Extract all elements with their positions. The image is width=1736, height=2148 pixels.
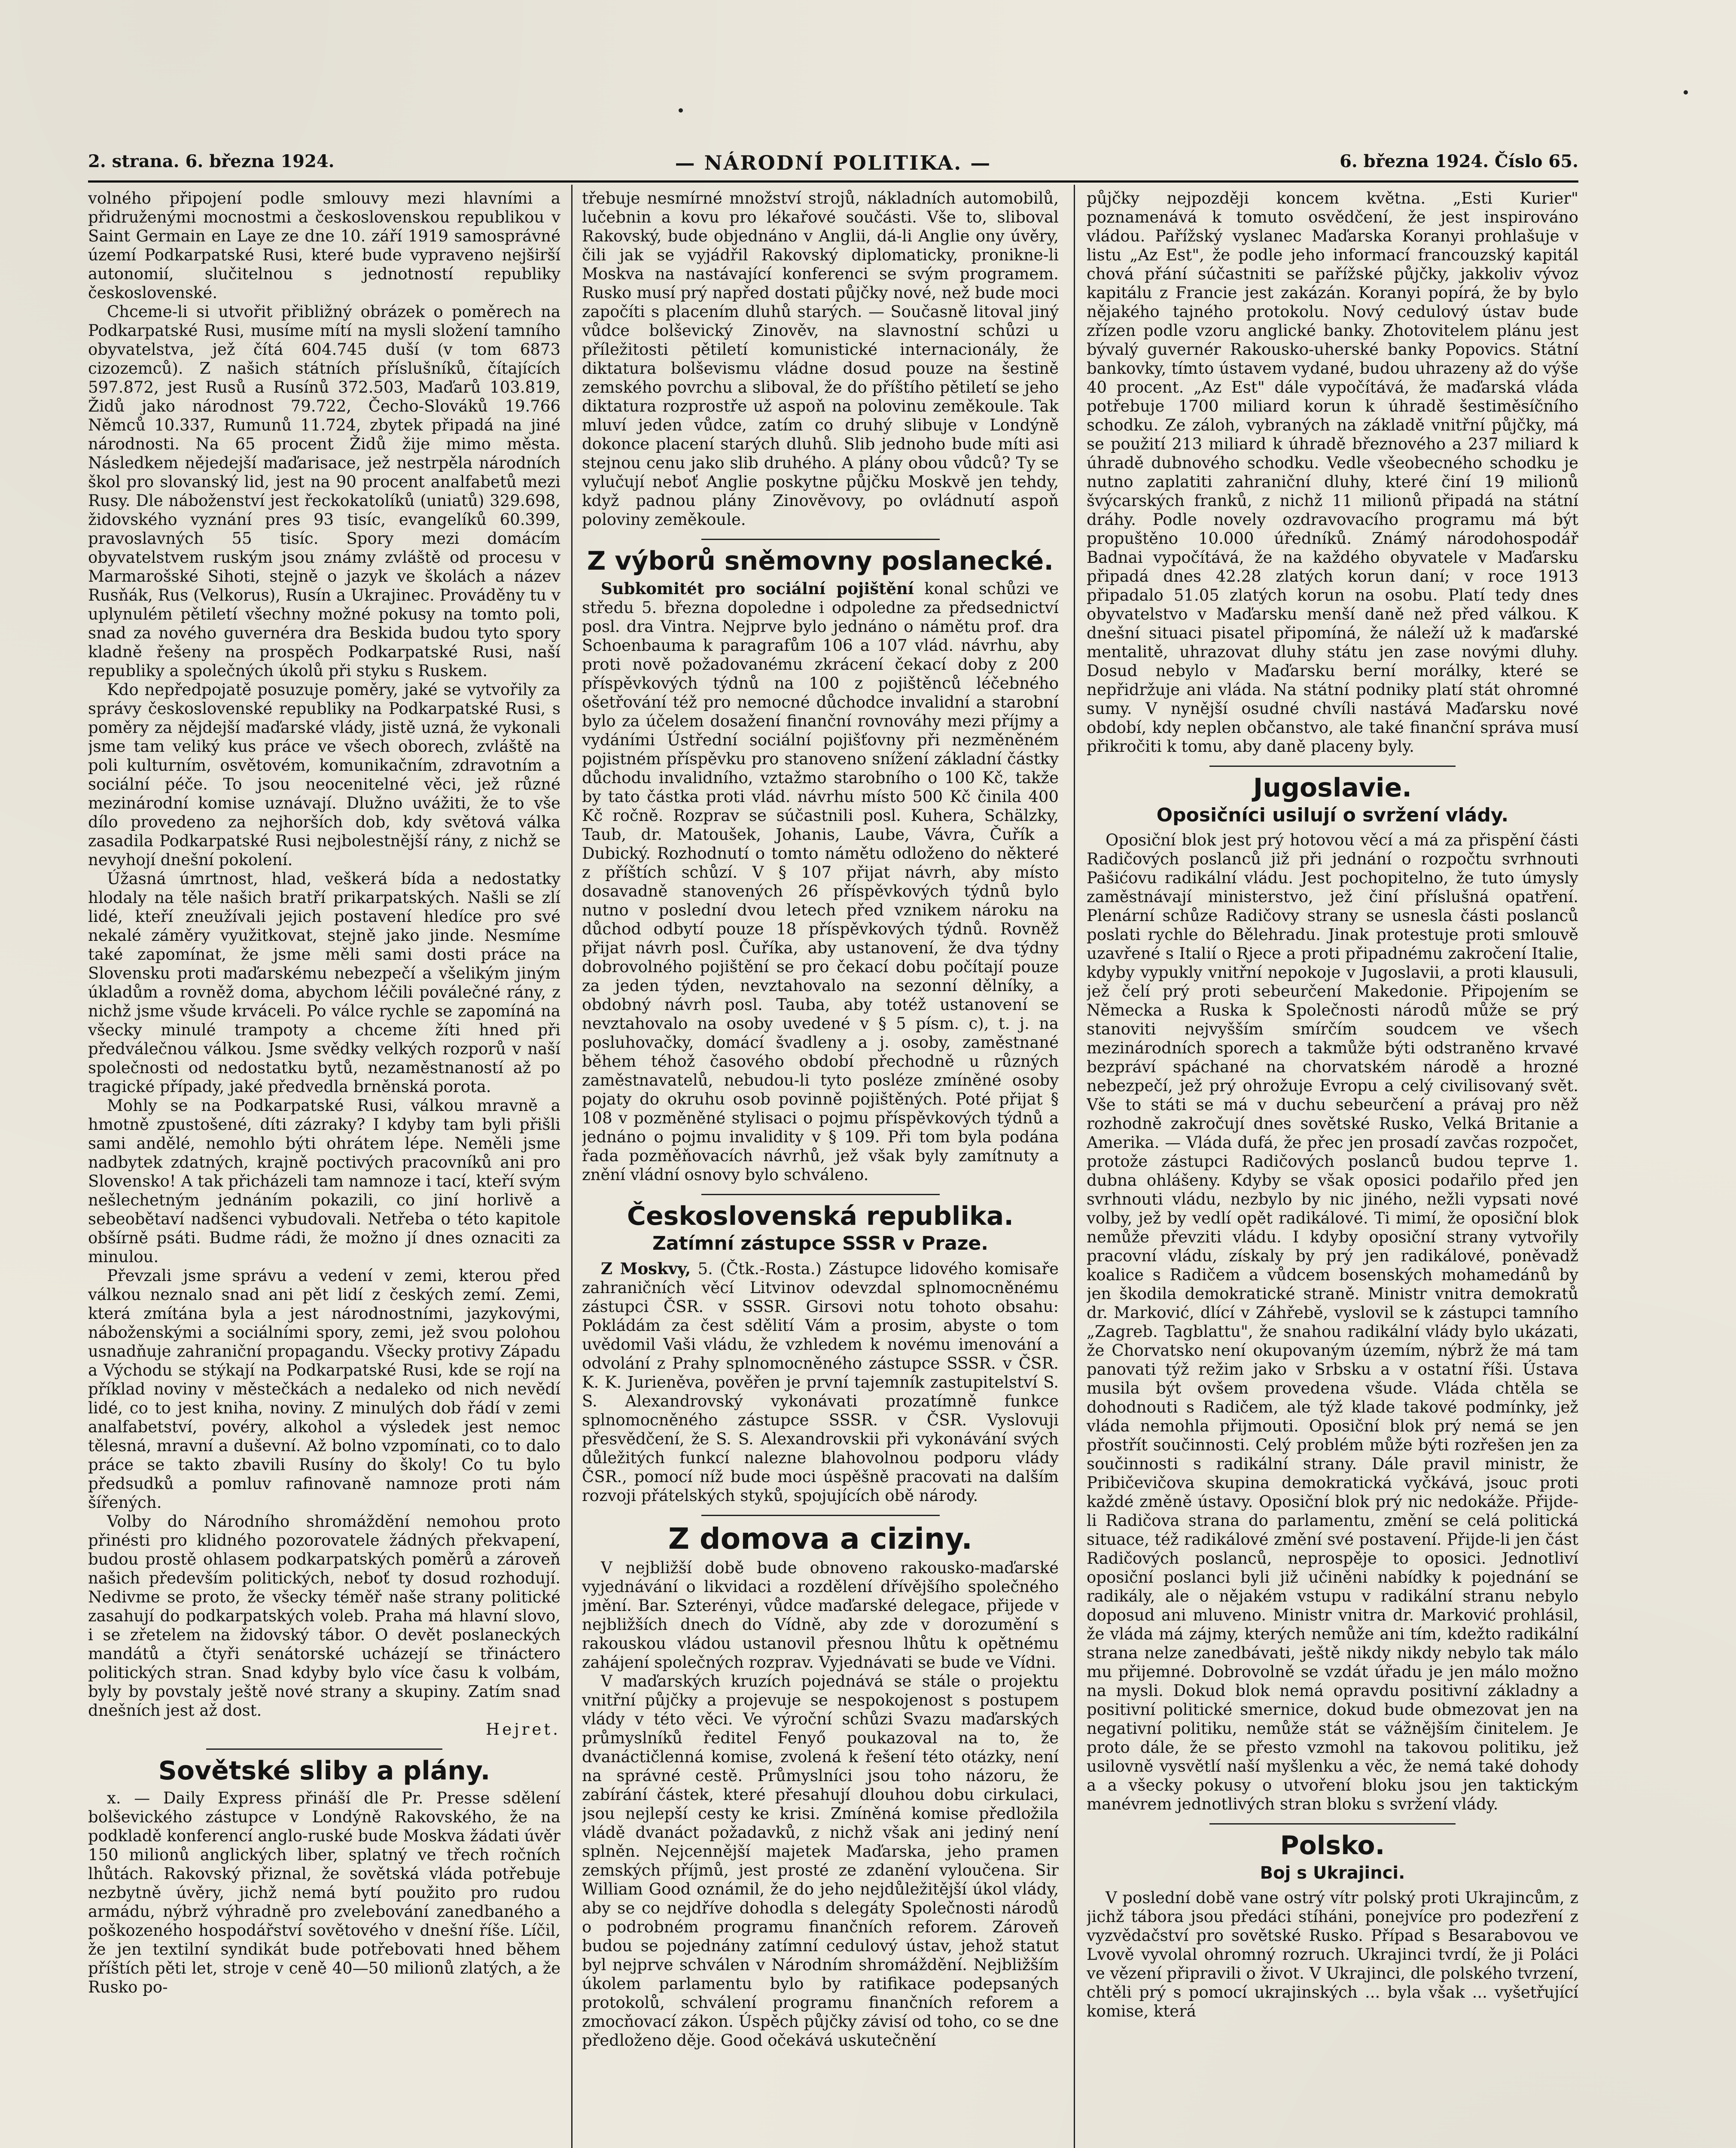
column-1: [88, 189, 560, 2148]
lead-in: Z Moskvy,: [601, 1259, 691, 1278]
article-paragraph: půjčky nejpozději koncem května. „Esti Kurier" poznamenává k tomuto osvědčení, že jest inspirováno vládou. Pařížský vyslanec Maďarska Koranyi prohlašuje v listu „Az Est", že podle jeho informací francouzský kapitál chová přání súčastniti se pařížské půjčky, jakkoliv vývoz kapitálu z Francie jest zakázán. Koranyi popírá, že by bylo nějakého tajného protokolu. Nový cedulový ústav bude zřízen podle vzoru anglické banky. Zhotovitelem plánu jest bývalý guvernér Rakousko-uherské banky Popovics. Státní bankovky, tímto ústavem vydané, budou uhrazeny až do výše 40 procent. „Az Est" dále vypočítává, že maďarská vláda potřebuje 1700 miliard korun k úhradě šestiměsíčního schodku. Ze záloh, vybraných na základě vnitřní půjčky, má se použití 213 miliard k úhradě březnového a 237 miliard k úhradě dubnového schodku. Vedle všeobecného schodku je nutno zaplatiti zahraniční dluhy, které činí 19 milionů švýcarských franků, z nichž 11 milionů připadá na státní dráhy. Podle novely ozdravovacího programu má být propuštěno 10.000 úředníků. Známý národohospodář Badnai vypočítává, že na každého obyvatele v Maďarsku připadá dnes 42.28 zlatých korun daní; v roce 1913 připadalo 51.05 zlatých korun na osobu. Platí tedy dnes obyvatelstvo v Maďarsku menší daně než před válkou. K dnešní situaci pisatel připomíná, že náleží už k maďarské mentalitě, uhrazovat dluhy státu jen zase novými dluhy. Dosud nebylo v Maďarsku berní morálky, které se nepřidržuje ani vláda. Na státní podniky platí stát ohromné sumy. V nynější osudné chvíli nastává Maďarsku nové období, kdy neplen občanstvo, ale také finanční správa musí přikročiti k tomu, aby daně placeny byly.: [1087, 189, 1578, 756]
article-paragraph: Oposiční blok jest prý hotovou věcí a má za přispění části Radičových poslanců již při jednání o rozpočtu svrhnouti Pašićovu radikální vládu. Jest pochopitelno, že tuto úmysly zaměstnávají ministerstvo, jež činí příslušná opatření. Plenární schůze Radičovy strany se usnesla části poslanců poslati rychle do Bělehradu. Jinak protestuje proti smlouvě uzavřené s Italií o Rjece a proti připadnému zakročení Italie, kdyby vypukly vnitřní nepokoje v Jugoslavii, a proti klausuli, jež čelí prý proti sebeurčení Makedonie. Připojením se Německa a Ruska k Společnosti národů může se prý stanoviti nejvyšším smírčím soudcem ve všech mezinárodních sporech a takmůže býti odstraněno krvavé bezpráví spáchané na chorvatském národě a hrozné nebezpečí, jež prý ohrožuje Evropu a celý civilisovaný svět. Vše to státi se má v duchu sebeurčení a právaj pro něž rozhodně zakročují dnes sovětské Rusko, Velká Britanie a Amerika. — Vláda dufá, že přec jen prosadí zavčas rozpočet, protože zástupci Radičových poslanců budou teprve 1. dubna ohlášeny. Kdyby se však oposici podařilo před jen svrhnouti vládu, nezbylo by nic jiného, nežli vypsati nové volby, jež by vedlí opět radikálové. Ti mimí, že oposiční blok nemůže převziti vládu. I kdyby oposiční strany vytvořily pracovní vládu, získaly by prý jen radikálové, poněvadž koalice s Radičem a vůdcem bosenských mohamedánů by jen škodila demokratické straně. Ministr vnitra demokratů dr. Marković, dlící v Záhřebě, vyslovil se k zástupci tamního „Zagreb. Tagblattu", že snahou radikální vlády bylo ukázati, že Chorvatsko není okupovaným územím, nýbrž že má tam panovati týž režim jako v Srbsku a v ostatní říši. Ústava musila být ovšem provedena všude. Vláda chtěla se dohodnouti s Radičem, ale týž klade takové podmínky, jež vláda nemohla přijmouti. Oposiční blok prý nemá se jen přostřít součinnosti. Celý problém může býti rozřešen jen za součinnosti s radikální strany. Dále pravil ministr, že Pribičevičova skupina demokratická vyčkává, jsouc proti každé změně ústavy. Oposiční blok prý nic nedokáže. Přijde-li Radičova strana do parlamentu, změní se celá politická situace, též radikálové změní své postavení. Přijde-li jen část Radičových poslanců, neprospěje to oposici. Jednotliví oposiční poslanci byli již učiněni nabídky k pojednání se radikály, ale o nějakém vstupu v radikální stranu nebylo doposud ani mluveno. Ministr vnitra dr. Marković prohlásil, že vláda má zájmy, kterých nemůže ani tím, kdežto radikální strana nelze zanedbávati, ještě nikdy nikdy nebylo tak málo mu přijemné. Dobrovolně se vzdát úřadu je jen málo možno na mysli. Dokud blok nemá opravdu positivní základny a positivní politické smernice, dokud bude obmezovat jen na negativní politiku, nemůže stát se vážnějším činitelem. Je proto dále, že se přesto vzmohl na takovou politiku, jež usilovně vysvětlí naší myšlenku a věc, že nemá také dohody a a všecky pokusy o utvoření bloku jsou jen taktickým manévrem jednotlivých stran bloku s svržení vlády.: [1087, 831, 1578, 1813]
article-paragraph: Kdo nepředpojatě posuzuje poměry, jaké se vytvořily za správy československé republiky na Podkarpatské Rusi, s poměry za nějdejší maďarské vlády, jistě uzná, že vykonali jsme tam veliký kus práce ve všech oborech, zvláště na poli kulturním, osvětovém, komunikačním, zdravotním a sociální péče. To jsou neocenitelné věci, jež různé mezinárodní komise uznávají. Dlužno uvážiti, že to vše dílo provedeno za nejhorších dob, kdy světová válka zasadila Podkarpatské Rusi nejbolestnější rány, z nichž se nevyhojí dnešní pokolení.: [88, 680, 560, 869]
lead-in: Subkomitét pro sociální pojištění: [601, 579, 914, 598]
article-paragraph: V poslední době vane ostrý vítr polský proti Ukrajincům, z jichž tábora jsou předáci stíháni, ponejvíce pro podezření z vyzvědačství pro sovětské Rusko. Případ s Besarabovou ve Lvově vyvolal ohromný rozruch. Ukrajinci tvrdí, že ji Poláci ve vězení připravili o život. V Ukrajinci, dle polského tvrzení, chtěli prý s pomocí ukrajinských ... byla však ... vyšetřující komise, která: [1087, 1889, 1578, 2020]
article-paragraph: Úžasná úmrtnost, hlad, veškerá bída a nedostatky hlodaly na těle našich bratří prikarpatských. Našli se zlí lidé, kteří zneužívali jejich postavení hledíce pro své nekalé záměry využitkovat, stejně jako jinde. Nesmíme také zapomínat, že jsme měli sami dosti práce na Slovensku proti maďarskému nebezpečí a všelikým jiným úkladům a rovněž doma, abychom léčili poválečné rány, z nichž jsme všude krváceli. Po válce rychle se zapomíná na všecky minulé trampoty a chceme žíti hned při předválečnou válkou. Jsme svědky velkých rozporů v naší společnosti od nedostatku bytů, nezaměstnaností až po tragické případy, jaké předvedla brněnská porota.: [88, 870, 560, 1096]
scan-speck: [679, 108, 683, 113]
column-2: [582, 189, 1059, 2148]
header-rule: [88, 180, 1578, 183]
header-page-date: 2. strana. 6. března 1924.: [88, 151, 335, 171]
column-3: [1087, 189, 1578, 2148]
column-divider: [571, 185, 573, 2148]
section-heading: Z domova a ciziny.: [668, 1522, 973, 1556]
section-heading: Z výborů sněmovny poslanecké.: [587, 546, 1054, 576]
article-paragraph: Mohly se na Podkarpatské Rusi, válkou mravně a hmotně zpustošené, díti zázraky? I kdyby tam byli přišli sami andělé, nemohlo býti ohrátem lépe. Neměli jsme nadbytek zdatných, krajně poctivých pracovníků ani pro Slovensko! A tak přicházeli tam namnoze i tací, kteří svým nešlechetným jednáním pokazili, co jiní horlivě a sebeobětaví nadšenci vybudovali. Netřeba o této kapitole obšírně psáti. Budme rádi, že možno jí dnes oznaciti za minulou.: [88, 1096, 560, 1266]
article-heading: Oposičníci usilují o svržení vlády.: [1156, 804, 1509, 826]
section-separator: [701, 1515, 940, 1516]
section-separator: [701, 539, 940, 540]
scan-speck: [1684, 90, 1688, 95]
section-separator: [1209, 766, 1456, 767]
page-header: [88, 151, 1578, 177]
article-paragraph: 5. (Čtk.-Rosta.) Zástupce lidového komisaře zahraničních věcí Litvinov odevzdal splnomocněnému zástupci ČSR. v SSSR. Girsovi notu tohoto obsahu: Pokládám za čest sdělití Vám a prosim, abyste o tom uvědomil Vaši vládu, že vzhledem k novému imenování a odvolání z Prahy splnomocněného zástupce SSSR. v ČSR. K. K. Jurieněva, pověřen je první tajemník zastupitelství S. S. Alexandrovský vykonávati prozatímně funkce splnomocněného zástupce SSSR. v ČSR. Vyslovuji přesvědčení, že S. S. Alexandrovskii při vykonávání svých důležitých funkcí nalezne blahovolnou podporu vlády ČSR., pomocí níž bude moci úspěšně pracovati na dalším rozvoji přátelských styků, spojujících obě národy.: [582, 1260, 1059, 1505]
article-heading: Boj s Ukrajinci.: [1260, 1863, 1405, 1883]
article-paragraph: V maďarských kruzích pojednává se stále o projektu vnitřní půjčky a projevuje se nespokojenost s postupem vlády v této věci. Ve výroční schůzi Svazu maďarských průmyslníků ředitel Fenyő poukazoval na to, že dvanáctičlenná komise, zvolená k řešení této otázky, není na správné cestě. Průmyslníci jsou toho názoru, že zabírání částek, které přesahují dlouhou dobu cirkulaci, jsou nejlepší cesty ke krisi. Zmíněná komise předložila vládě dvanáct požadavků, z nichž však ani jediný není splněn. Nejcennější majetek Maďarska, jeho pramen zemských příjmů, jest prosté ze zdanění vyloučena. Sir William Good oznámil, že do jeho nejdůležitější úkol vlády, aby se co nejdříve dohodla s delegáty Společnosti národů o podrobném programu finančních reforem. Zároveň budou se pojednány zatímní cedulový ústav, jehož statut byl nejprve schválen v Národním shromáždění. Nejbližším úkolem parlamentu bylo by ratifikace podepsaných protokolů, schválení programu finančních reforem a zmocňovací zákon. Úspěch půjčky závisí od toho, co se dne předloženo děje. Good očekává uskutečnění: [582, 1672, 1059, 2050]
article-paragraph: Volby do Národního shromáždění nemohou proto přinésti pro klidného pozorovatele žádných překvapení, budou prostě ohlasem podkarpatských poměrů a zároveň našich především politických, neboť ty dosud rozhodují. Nedivme se proto, že všecky téměř naše strany politické zasahují do podkarpatských voleb. Praha má hlavní slovo, i se zřetelem na židovský tábor. O devět poslaneckých mandátů a čtyři senátorské ucházejí se třináctero politických stran. Snad kdyby bylo více času k volbám, byly by povstaly ještě nové strany a skupiny. Zatím snad dnešních jest až dost.: [88, 1512, 560, 1720]
section-heading: Sovětské sliby a plány.: [158, 1756, 490, 1786]
article-paragraph: Převzali jsme správu a vedení v zemi, kterou před válkou neznalo snad ani pět lidí z českých zemí. Zemi, která zmítána byla a jest národnostními, jazykovými, náboženskými a sociálními spory, zemi, jež svou polohou usnadňuje zahraniční propagandu. Všecky protivy Západu a Východu se stýkají na Podkarpatské Rusi, kde se rojí na příklad noviny v městečkách a nedaleko od nich nevědí lidé, co to jest kniha, noviny. Z minulých dob řádí v zemi analfabetství, povéry, alkohol a výsledek jest nemoc tělesná, mravní a duševní. Až bolno vzpomínati, co to dalo práce se takto zbavili Rusíny do školy! Co tu bylo předsudků a pomluv rafinovaně namnoze proti nám šířených.: [88, 1266, 560, 1512]
author-signature: Hejret.: [486, 1720, 560, 1739]
article-paragraph: Chceme-li si utvořit přibližný obrázek o poměrech na Podkarpatské Rusi, musíme mítí na mysli složení tamního obyvatelstva, jež čítá 604.745 duší (v tom 6873 cizozemců). Z našich státních příslušníků, čítajících 597.872, jest Rusů a Rusínů 372.503, Maďarů 103.819, Židů jako národnost 79.722, Čecho-Slováků 19.766 Němců 10.337, Rumunů 11.724, zbytek připadá na jiné národnosti. Na 65 procent Židů žije mimo města. Následkem nějedejší maďarisace, jež nestrpěla národních škol pro slovanský lid, jest na 90 procent analfabetů mezi Rusy. Dle náboženství jest řeckokatolíků (uniatů) 329.698, židovského vyznání pres 93 tisíc, evangelíků 60.399, pravoslavných 55 tisíc. Spory mezi domácím obyvatelstvem ruským jsou známy zvláště od procesu v Marmarošské Sihoti, stejně o jazyk ve školách a název Rusňák, Rus (Velkorus), Rusín a Ukrajinec. Prováděny tu v uplynulém pětiletí všechny možné pokusy na tomto poli, snad za nového guvernéra dra Beskida budou tyto spory kladně řešeny na prospěch Podkarpatské Rusi, naší republiky a společných úkolů při styku s Ruskem.: [88, 302, 560, 680]
article-paragraph: x. — Daily Express přináší dle Pr. Presse sdělení bolševického zástupce v Londýně Rakovského, že na podkladě konferencí anglo-ruské bude Moskva žádati úvěr 150 milionů anglických liber, splatný ve třech ročních lhůtách. Rakovský přiznal, že sovětská vláda potřebuje nezbytně úvěry, jichž nemá bytí použito pro rudou armádu, nýbrž výhradně pro zvelebování zanedbaného a poškozeného hospodářství sovětového v dnešní říše. Líčil, že jen textilní syndikát bude potřebovati hned během příštích pěti let, stroje v ceně 40—50 milionů zlatých, a že Rusko po-: [88, 1789, 560, 1996]
article-paragraph: konal schůzi ve středu 5. března dopoledne i odpoledne za předsednictví posl. dra Vintra. Nejprve bylo jednáno o námětu prof. dra Schoenbauma k paragrafům 106 a 107 vlád. návrhu, aby proti nově požadovanému zkrácení čekací doby z 200 příspěvkových týdnů na 100 z pojištěnců léčebného ošetřování též pro nemocné důchodce invalidní a starobní bylo za účelem dosažení finanční rovnováhy mezi příjmy a vydáními Ústřední sociální pojišťovny při nezměněném pojistném příspěvku pro stanoveno snížení základní částky důchodu invalidního, vztažmo starobního o 100 Kč, takže by tato částka proti vlád. návrhu místo 500 Kč činila 400 Kč ročně. Rozprav se súčastnili posl. Kuhera, Schälzky, Taub, dr. Matoušek, Johanis, Laube, Vávra, Čuřík a Dubický. Rozhodnutí o tomto námětu odloženo do některé z příštích schůzí. V § 107 přijat návrh, aby místo dosavadně stanovených 26 příspěvkových týdnů bylo nutno v poslední dvou letech před vznikem nároku na důchod odbytí pouze 18 příspěvkových týdnů. Rovněž přijat návrh posl. Čuříka, aby ustanovení, že dva týdny dobrovolného pojištění se pro čekací dobu počítají pouze za jeden týden, nevztahovalo na sezonní dělníky, a obdobný návrh posl. Tauba, aby totéž ustanovení se nevztahovalo na osoby uvedené v § 5 písm. c), t. j. na posluhovačky, domácí švadleny a j. osoby, zaměstnané během téhož časového období přechodně u různých zaměstnavatelů, nebudou-li tyto posléze zmíněné osoby pojaty do okruhu osob povinně pojištěných. Poté přijat § 108 v pozměněné stylisaci o pojmu příspěvkových týdnů a jednáno o pojmu invalidity v § 109. Při tom byla podána řada pozměňovacích návrhů, jež však byly zamítnuty a znění vládní osnovy bylo schváleno.: [582, 580, 1059, 1184]
article-paragraph: volného připojení podle smlouvy mezi hlavními a přidruženými mocnostmi a československou republikou v Saint Germain en Laye ze dne 10. září 1919 samosprávné území Podkarpatské Rusi, které bude vypraveno nejširší autonomií, slučitelnou s jednotností republiky československé.: [88, 189, 560, 302]
column-divider: [1074, 185, 1075, 2148]
section-heading: Československá republika.: [627, 1201, 1014, 1231]
masthead-title: — NÁRODNÍ POLITIKA. —: [675, 151, 992, 174]
article-heading: Zatímní zástupce SSSR v Praze.: [652, 1233, 988, 1254]
section-separator: [206, 1748, 442, 1750]
section-separator: [1209, 1823, 1456, 1825]
section-heading: Jugoslavie.: [1253, 773, 1412, 803]
section-heading: Polsko.: [1280, 1831, 1385, 1861]
header-issue-number: 6. března 1924. Číslo 65.: [1340, 151, 1578, 171]
section-separator: [701, 1194, 940, 1195]
article-paragraph: V nejbližší době bude obnoveno rakousko-maďarské vyjednávání o likvidaci a rozdělení dřívějšího společného jmění. Bar. Szterényi, vůdce maďarské delegace, přijede v nejbližších dnech do Vídně, aby zde v dorozumění s rakouskou vládou ustanovil přesnou lhůtu k opětnému zahájení společných rozprav. Vyjednávati se bude ve Vídni.: [582, 1559, 1059, 1672]
article-paragraph: třebuje nesmírné množství strojů, nákladních automobilů, lučebnin a kovu pro lékařové součásti. Vše to, sliboval Rakovský, bude objednáno v Anglii, dá-li Anglie ony úvěry, čili jak se vyjádřil Rakovský diplomaticky, pronikne-li Moskva na nastávající konferenci se svým programem. Rusko musí prý napřed dostati půjčky nové, než bude moci započíti s placením dluhů starých. — Současně litoval jiný vůdce bolševický Zinověv, na slavnostní schůzi u příležitosti pětiletí komunistické internacionály, že diktatura bolševismu vládne dosud pouze na šestině zemského povrchu a sliboval, že do příštího pětiletí se jeho diktatura rozprostře už aspoň na polovinu zeměkoule. Tak mluví jeden vůdce, zatím co druhý slibuje v Londýně dokonce placení starých dluhů. Slib jednoho bude míti asi stejnou cenu jako slib druhého. A plány obou vůdců? Ty se vylučují neboť Anglie poskytne půjčku Moskvě jen tehdy, když padnou plány Zinověvovy, po ovládnutí aspoň poloviny zeměkoule.: [582, 189, 1059, 529]
